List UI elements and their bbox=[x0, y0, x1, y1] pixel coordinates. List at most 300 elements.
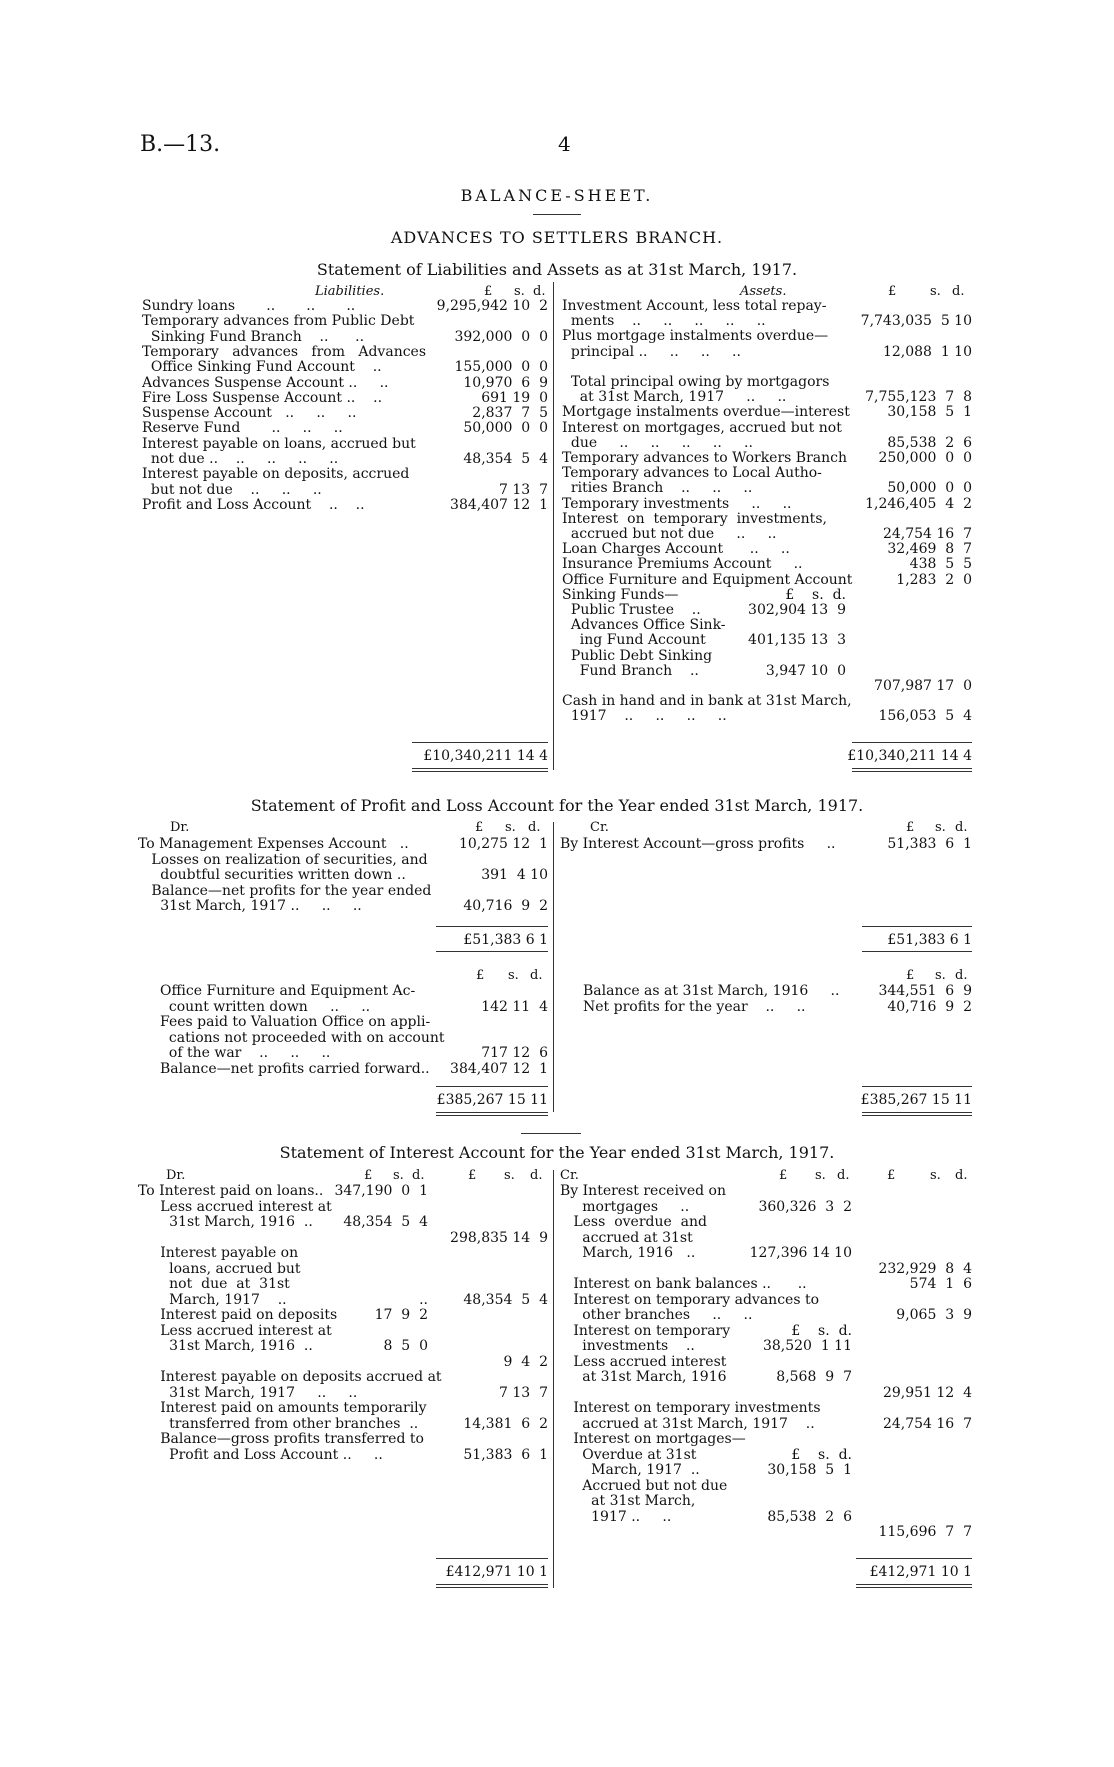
ledger-description: Balance—net profits carried forward.. bbox=[160, 1060, 430, 1077]
ledger-row bbox=[562, 678, 972, 694]
ledger-description: mortgages .. bbox=[560, 1198, 690, 1215]
col-pound: £ bbox=[906, 968, 915, 983]
ledger-row bbox=[138, 1400, 548, 1416]
ledger-row bbox=[562, 344, 972, 360]
dr-heading: Dr. bbox=[170, 820, 190, 835]
ledger-row bbox=[142, 497, 548, 513]
ledger-row bbox=[562, 617, 972, 633]
ledger-row bbox=[562, 404, 972, 420]
ledger-subamount: 360,326 3 2 bbox=[758, 1198, 852, 1215]
total-rule bbox=[852, 771, 972, 772]
ledger-description: Office Furniture and Equipment Account bbox=[562, 571, 853, 588]
total-rule bbox=[436, 1086, 548, 1087]
ledger-amount: 155,000 0 0 bbox=[454, 359, 548, 376]
col-shillings: s. bbox=[935, 820, 946, 835]
total-rule bbox=[436, 1584, 548, 1585]
ledger-row bbox=[142, 482, 548, 498]
ledger-amount: 298,835 14 9 bbox=[450, 1229, 548, 1246]
col-pound: £ bbox=[484, 284, 493, 299]
ledger-description: Public Debt Sinking bbox=[562, 647, 713, 664]
col-pound: £ bbox=[468, 1168, 477, 1183]
total-rule bbox=[856, 1587, 972, 1588]
ledger-description: March, 1917 .. bbox=[560, 1462, 700, 1478]
ledger-amount: 1,283 2 0 bbox=[896, 571, 972, 588]
liabilities-heading: Liabilities. bbox=[315, 284, 385, 299]
interest-cr-total: £412,971 10 1 bbox=[869, 1564, 972, 1580]
ledger-subamount: .. bbox=[419, 1291, 428, 1308]
ledger-description: Temporary investments .. .. bbox=[562, 495, 792, 512]
ledger-row bbox=[562, 496, 972, 512]
ledger-subamount: 48,354 5 4 bbox=[343, 1214, 428, 1230]
ledger-subamount: 401,135 13 3 bbox=[748, 632, 846, 649]
ledger-description: Profit and Loss Account .. .. bbox=[138, 1446, 383, 1463]
ledger-description: at 31st March, 1917 .. .. bbox=[562, 389, 787, 406]
ledger-amount: 7 13 7 bbox=[499, 1384, 548, 1401]
ledger-description: transferred from other branches .. bbox=[138, 1415, 419, 1432]
ledger-amount: 391 4 10 bbox=[481, 867, 548, 883]
ledger-row bbox=[562, 541, 972, 557]
ledger-amount: 10,275 12 1 bbox=[458, 836, 548, 852]
page-number: 4 bbox=[558, 132, 571, 156]
doc-ref: B.—13. bbox=[140, 132, 221, 157]
ledger-row bbox=[138, 852, 548, 868]
ledger-description: Overdue at 31st bbox=[560, 1446, 697, 1463]
interest-dr-total: £412,971 10 1 bbox=[445, 1564, 548, 1580]
ledger-subamount: 30,158 5 1 bbox=[767, 1462, 852, 1478]
total-rule bbox=[436, 1115, 548, 1116]
ledger-description: Sinking Fund Branch .. .. bbox=[142, 328, 365, 345]
ledger-subamount: 85,538 2 6 bbox=[767, 1508, 852, 1525]
col-pound: £ bbox=[779, 1168, 788, 1183]
ledger-row bbox=[138, 1245, 548, 1261]
ledger-description: Interest paid on deposits bbox=[138, 1307, 338, 1323]
col-shillings: s. bbox=[508, 968, 519, 983]
ledger-amount: 48,354 5 4 bbox=[463, 451, 548, 467]
col-pence: d. bbox=[528, 820, 541, 835]
ledger-amount: 50,000 0 0 bbox=[463, 420, 548, 437]
ledger-amount: 384,407 12 1 bbox=[450, 1060, 548, 1077]
cr-heading: Cr. bbox=[590, 820, 609, 835]
ledger-amount: 24,754 16 7 bbox=[882, 1415, 972, 1432]
ledger-description: Less accrued interest bbox=[560, 1353, 727, 1370]
ledger-row bbox=[138, 836, 548, 852]
ledger-amount: 438 5 5 bbox=[909, 556, 972, 573]
ledger-description: other branches .. .. bbox=[560, 1307, 753, 1323]
col-pound: £ bbox=[887, 1168, 896, 1183]
ledger-row bbox=[142, 329, 548, 345]
ledger-row bbox=[560, 1509, 972, 1525]
title-statement-profit-loss: Statement of Profit and Loss Account for the Year ended 31st March, 1917. bbox=[250, 796, 864, 815]
ledger-amount: 232,929 8 4 bbox=[878, 1260, 972, 1277]
ledger-amount: 30,158 5 1 bbox=[887, 404, 972, 421]
ledger-amount: 574 1 6 bbox=[909, 1276, 972, 1292]
ledger-description: count written down .. .. bbox=[160, 998, 371, 1015]
column-divider bbox=[553, 282, 554, 770]
ledger-amount: 51,383 6 1 bbox=[463, 1446, 548, 1463]
col-pence: d. bbox=[952, 284, 965, 299]
ledger-row bbox=[142, 359, 548, 375]
ledger-amount: 384,407 12 1 bbox=[450, 496, 548, 513]
ledger-description: at 31st March, 1916 bbox=[560, 1369, 727, 1385]
ledger-row bbox=[560, 1261, 972, 1277]
col-pound: £ bbox=[364, 1168, 373, 1183]
ledger-amount: 85,538 2 6 bbox=[887, 434, 972, 451]
ledger-description: Investment Account, less total repay- bbox=[562, 298, 827, 314]
col-pence: d. bbox=[955, 968, 968, 983]
ledger-row bbox=[138, 1447, 548, 1463]
ledger-amount: 32,469 8 7 bbox=[887, 541, 972, 558]
ledger-amount: 29,951 12 4 bbox=[882, 1384, 972, 1401]
ledger-row bbox=[160, 999, 548, 1015]
ledger-row bbox=[560, 1214, 972, 1230]
ledger-row bbox=[160, 1030, 548, 1046]
ledger-description: Interest payable on deposits, accrued bbox=[142, 466, 410, 483]
total-rule bbox=[436, 926, 548, 927]
ledger-description: Accrued but not due bbox=[560, 1477, 728, 1494]
total-rule bbox=[852, 742, 972, 743]
ledger-description: Net profits for the year .. .. bbox=[583, 998, 806, 1015]
col-pence: d. bbox=[955, 820, 968, 835]
ledger-row bbox=[138, 1183, 548, 1199]
ledger-description: Public Trustee .. bbox=[562, 602, 701, 618]
ledger-row bbox=[560, 1245, 972, 1261]
ledger-amount: 1,246,405 4 2 bbox=[865, 495, 972, 512]
ledger-row bbox=[142, 344, 548, 360]
ledger-row bbox=[562, 556, 972, 572]
divider bbox=[533, 214, 581, 215]
ledger-description: Interest on bank balances .. .. bbox=[560, 1276, 807, 1292]
ledger-amount: 250,000 0 0 bbox=[878, 450, 972, 466]
ledger-row bbox=[138, 1199, 548, 1215]
ledger-row bbox=[138, 1292, 548, 1308]
title-balance-sheet: BALANCE-SHEET. bbox=[460, 186, 654, 205]
ledger-row bbox=[562, 632, 972, 648]
ledger-row bbox=[562, 602, 972, 618]
ledger-row bbox=[142, 436, 548, 452]
total-rule bbox=[412, 771, 548, 772]
ledger-description: Balance as at 31st March, 1916 .. bbox=[583, 983, 840, 999]
ledger-row bbox=[560, 1493, 972, 1509]
ledger-row bbox=[560, 1354, 972, 1370]
ledger-subamount: 38,520 1 11 bbox=[762, 1338, 852, 1354]
pl-cr-total: £51,383 6 1 bbox=[887, 932, 972, 948]
col-shillings: s. bbox=[504, 1168, 515, 1183]
total-rule bbox=[436, 1112, 548, 1113]
ledger-description: March, 1916 .. bbox=[560, 1245, 696, 1261]
ledger-amount: 7,743,035 5 10 bbox=[860, 313, 972, 330]
ledger-description: Balance—gross profits transferred to bbox=[138, 1431, 424, 1447]
ledger-description: cations not proceeded with on account bbox=[160, 1029, 445, 1046]
ledger-description: principal .. .. .. .. bbox=[562, 343, 741, 360]
ledger-description: To Management Expenses Account .. bbox=[138, 836, 409, 852]
ledger-row bbox=[562, 663, 972, 679]
total-rule bbox=[436, 1558, 548, 1559]
ledger-description: accrued at 31st March, 1917 .. bbox=[560, 1415, 815, 1432]
ledger-row bbox=[142, 313, 548, 329]
ledger-description: Fund Branch .. bbox=[562, 662, 699, 679]
ledger-row bbox=[560, 1369, 972, 1385]
ledger-row bbox=[562, 511, 972, 527]
ledger-row bbox=[583, 983, 972, 999]
col-pence: d. bbox=[530, 1168, 543, 1183]
col-shillings: s. bbox=[935, 968, 946, 983]
col-shillings: s. bbox=[514, 284, 525, 299]
ledger-description: Interest payable on deposits accrued at bbox=[138, 1369, 442, 1385]
ledger-row bbox=[560, 1524, 972, 1540]
ledger-description: Sundry loans .. .. .. bbox=[142, 298, 356, 314]
total-rule bbox=[862, 1086, 972, 1087]
ledger-description: Sinking Funds— bbox=[562, 586, 679, 603]
ledger-subamount: 302,904 13 9 bbox=[748, 602, 846, 618]
total-rule bbox=[862, 926, 972, 927]
ledger-row bbox=[138, 1369, 548, 1385]
ledger-amount: 717 12 6 bbox=[481, 1045, 548, 1061]
ledger-row bbox=[142, 390, 548, 406]
ledger-description: Office Sinking Fund Account .. bbox=[142, 359, 382, 376]
ledger-row bbox=[142, 405, 548, 421]
ledger-row bbox=[562, 648, 972, 664]
ledger-row bbox=[560, 1338, 972, 1354]
total-rule bbox=[412, 768, 548, 769]
ledger-description: Interest on temporary investments bbox=[560, 1400, 821, 1416]
ledger-amount: 7 13 7 bbox=[499, 481, 548, 498]
ledger-row bbox=[560, 1400, 972, 1416]
ledger-description: Temporary advances to Workers Branch bbox=[562, 450, 847, 466]
ledger-row bbox=[142, 466, 548, 482]
ledger-description: 31st March, 1917 .. .. .. bbox=[138, 898, 362, 914]
pl-dr2-total: £385,267 15 11 bbox=[436, 1092, 548, 1108]
ledger-row bbox=[560, 1478, 972, 1494]
ledger-description: accrued but not due .. .. bbox=[562, 526, 777, 542]
ledger-row bbox=[562, 572, 972, 588]
ledger-description: Interest on temporary advances to bbox=[560, 1291, 820, 1308]
title-branch: ADVANCES TO SETTLERS BRANCH. bbox=[390, 228, 724, 247]
assets-heading: Assets. bbox=[740, 284, 787, 299]
ledger-subamount: 8,568 9 7 bbox=[776, 1369, 852, 1385]
ledger-row bbox=[562, 313, 972, 329]
ledger-description: Reserve Fund .. .. .. bbox=[142, 420, 343, 437]
pl-dr-total: £51,383 6 1 bbox=[463, 932, 548, 948]
ledger-description: loans, accrued but bbox=[138, 1260, 301, 1277]
ledger-description: Less accrued interest at bbox=[138, 1198, 332, 1215]
ledger-row bbox=[138, 1261, 548, 1277]
ledger-row bbox=[138, 1431, 548, 1447]
ledger-row bbox=[562, 435, 972, 451]
ledger-description: Mortgage instalments overdue—interest bbox=[562, 404, 850, 421]
divider bbox=[521, 1133, 581, 1134]
ledger-row bbox=[138, 1354, 548, 1370]
total-rule bbox=[436, 1587, 548, 1588]
ledger-description: Plus mortgage instalments overdue— bbox=[562, 328, 829, 345]
ledger-description: Interest paid on amounts temporarily bbox=[138, 1400, 427, 1416]
col-shillings: s. bbox=[815, 1168, 826, 1183]
ledger-amount: 344,551 6 9 bbox=[878, 983, 972, 999]
ledger-row bbox=[562, 526, 972, 542]
ledger-subamount: 8 5 0 bbox=[383, 1338, 428, 1354]
ledger-row bbox=[560, 1447, 972, 1463]
ledger-row bbox=[138, 883, 548, 899]
ledger-description: Interest payable on loans, accrued but bbox=[142, 435, 416, 452]
ledger-amount: 14,381 6 2 bbox=[463, 1415, 548, 1432]
ledger-description: investments .. bbox=[560, 1338, 695, 1354]
pl-cr2-total: £385,267 15 11 bbox=[860, 1092, 972, 1108]
ledger-row bbox=[560, 836, 972, 852]
ledger-description: Fire Loss Suspense Account .. .. bbox=[142, 389, 383, 406]
ledger-amount: 392,000 0 0 bbox=[454, 328, 548, 345]
ledger-row bbox=[560, 1199, 972, 1215]
col-shillings: s. bbox=[505, 820, 516, 835]
ledger-description: March, 1917 .. bbox=[138, 1291, 287, 1308]
ledger-row bbox=[142, 298, 548, 314]
ledger-description: accrued at 31st bbox=[560, 1229, 693, 1246]
ledger-description: doubtful securities written down .. bbox=[138, 867, 406, 883]
ledger-row bbox=[562, 480, 972, 496]
ledger-subamount: £ s. d. bbox=[785, 586, 846, 603]
ledger-amount: 48,354 5 4 bbox=[463, 1291, 548, 1308]
ledger-description: not due .. .. .. .. .. bbox=[142, 451, 339, 467]
column-divider bbox=[553, 1170, 554, 1588]
col-pence: d. bbox=[955, 1168, 968, 1183]
ledger-amount: 12,088 1 10 bbox=[882, 343, 972, 360]
ledger-description: 31st March, 1917 .. .. bbox=[138, 1384, 358, 1401]
col-pound: £ bbox=[475, 820, 484, 835]
ledger-amount: 40,716 9 2 bbox=[887, 998, 972, 1015]
ledger-description: 31st March, 1916 .. bbox=[138, 1338, 313, 1354]
col-shillings: s. bbox=[930, 1168, 941, 1183]
ledger-amount: 9 4 2 bbox=[503, 1353, 548, 1370]
col-pence: d. bbox=[412, 1168, 425, 1183]
col-pound: £ bbox=[888, 284, 897, 299]
ledger-row bbox=[138, 867, 548, 883]
ledger-row bbox=[562, 465, 972, 481]
ledger-description: Profit and Loss Account .. .. bbox=[142, 496, 365, 513]
total-rule bbox=[862, 951, 972, 952]
ledger-description: of the war .. .. .. bbox=[160, 1045, 331, 1061]
ledger-amount: 142 11 4 bbox=[481, 998, 548, 1015]
ledger-row bbox=[583, 999, 972, 1015]
ledger-row bbox=[560, 1462, 972, 1478]
ledger-description: By Interest Account—gross profits .. bbox=[560, 836, 836, 852]
ledger-subamount: 347,190 0 1 bbox=[334, 1183, 428, 1199]
ledger-description: To Interest paid on loans.. bbox=[138, 1183, 324, 1199]
ledger-description: Balance—net profits for the year ended bbox=[138, 882, 432, 899]
ledger-amount: 9,295,942 10 2 bbox=[436, 298, 548, 314]
ledger-amount: 10,970 6 9 bbox=[463, 374, 548, 391]
ledger-row bbox=[560, 1292, 972, 1308]
ledger-row bbox=[160, 1045, 548, 1061]
cr-heading: Cr. bbox=[560, 1168, 579, 1183]
ledger-description: Interest on mortgages— bbox=[560, 1431, 746, 1447]
ledger-row bbox=[562, 298, 972, 314]
ledger-row bbox=[138, 1214, 548, 1230]
ledger-row bbox=[562, 328, 972, 344]
ledger-row bbox=[562, 374, 972, 390]
ledger-row bbox=[562, 420, 972, 436]
ledger-description: Suspense Account .. .. .. bbox=[142, 405, 357, 422]
ledger-description: Total principal owing by mortgagors bbox=[562, 374, 830, 390]
ledger-row bbox=[160, 1061, 548, 1077]
ledger-amount: 707,987 17 0 bbox=[874, 678, 972, 694]
ledger-row bbox=[560, 1307, 972, 1323]
ledger-description: Interest on mortgages, accrued but not bbox=[562, 419, 842, 436]
ledger-subamount: £ s. d. bbox=[791, 1446, 852, 1463]
col-pence: d. bbox=[530, 968, 543, 983]
ledger-amount: 691 19 0 bbox=[481, 389, 548, 406]
ledger-subamount: 3,947 10 0 bbox=[765, 662, 846, 679]
ledger-row bbox=[160, 1014, 548, 1030]
ledger-row bbox=[138, 1385, 548, 1401]
ledger-description: rities Branch .. .. .. bbox=[562, 480, 753, 497]
title-statement-liabilities-assets: Statement of Liabilities and Assets as at 31st March, 1917. bbox=[316, 260, 798, 279]
ledger-row bbox=[142, 420, 548, 436]
ledger-description: Temporary advances to Local Autho- bbox=[562, 465, 822, 482]
col-pound: £ bbox=[476, 968, 485, 983]
ledger-description: Less overdue and bbox=[560, 1214, 708, 1230]
ledger-description: Temporary advances from Advances bbox=[142, 343, 427, 360]
ledger-row bbox=[138, 898, 548, 914]
ledger-amount: 115,696 7 7 bbox=[878, 1524, 972, 1540]
liabilities-total: £10,340,211 14 4 bbox=[423, 748, 548, 764]
ledger-amount: 24,754 16 7 bbox=[882, 526, 972, 542]
total-rule bbox=[436, 951, 548, 952]
ledger-row bbox=[142, 451, 548, 467]
ledger-description: but not due .. .. .. bbox=[142, 481, 322, 498]
ledger-amount: 51,383 6 1 bbox=[887, 836, 972, 852]
ledger-description: at 31st March, bbox=[560, 1493, 696, 1509]
ledger-description: Fees paid to Valuation Office on appli- bbox=[160, 1014, 431, 1030]
ledger-description: Interest payable on bbox=[138, 1245, 299, 1261]
ledger-row bbox=[562, 359, 972, 375]
ledger-description: Losses on realization of securities, and bbox=[138, 851, 428, 868]
ledger-description: not due at 31st bbox=[138, 1276, 290, 1292]
ledger-description: Loan Charges Account .. .. bbox=[562, 541, 790, 558]
ledger-description: Interest on temporary bbox=[560, 1322, 731, 1339]
ledger-amount: 2,837 7 5 bbox=[472, 405, 548, 422]
col-shillings: s. bbox=[930, 284, 941, 299]
total-rule bbox=[856, 1584, 972, 1585]
ledger-amount: 7,755,123 7 8 bbox=[865, 389, 972, 406]
ledger-row bbox=[138, 1323, 548, 1339]
ledger-amount: 9,065 3 9 bbox=[896, 1307, 972, 1323]
assets-total: £10,340,211 14 4 bbox=[847, 748, 972, 764]
ledger-amount: 50,000 0 0 bbox=[887, 480, 972, 497]
ledger-row bbox=[560, 1385, 972, 1401]
ledger-description: By Interest received on bbox=[560, 1183, 726, 1199]
ledger-row bbox=[562, 693, 972, 709]
ledger-description: 31st March, 1916 .. bbox=[138, 1214, 313, 1230]
ledger-row bbox=[562, 389, 972, 405]
ledger-row bbox=[562, 450, 972, 466]
ledger-description: Advances Office Sink- bbox=[562, 617, 726, 634]
ledger-row bbox=[560, 1323, 972, 1339]
ledger-row bbox=[560, 1431, 972, 1447]
total-rule bbox=[852, 768, 972, 769]
ledger-amount: 156,053 5 4 bbox=[878, 708, 972, 725]
ledger-description: Insurance Premiums Account .. bbox=[562, 556, 803, 573]
ledger-row bbox=[160, 983, 548, 999]
ledger-row bbox=[562, 587, 972, 603]
ledger-subamount: 127,396 14 10 bbox=[749, 1245, 852, 1261]
dr-heading: Dr. bbox=[166, 1168, 186, 1183]
ledger-description: Cash in hand and in bank at 31st March, bbox=[562, 693, 852, 710]
ledger-row bbox=[138, 1230, 548, 1246]
column-divider bbox=[553, 822, 554, 1112]
col-pence: d. bbox=[837, 1168, 850, 1183]
total-rule bbox=[862, 1112, 972, 1113]
ledger-description: Less accrued interest at bbox=[138, 1322, 332, 1339]
title-statement-interest: Statement of Interest Account for the Year ended 31st March, 1917. bbox=[279, 1143, 835, 1162]
ledger-row bbox=[138, 1338, 548, 1354]
